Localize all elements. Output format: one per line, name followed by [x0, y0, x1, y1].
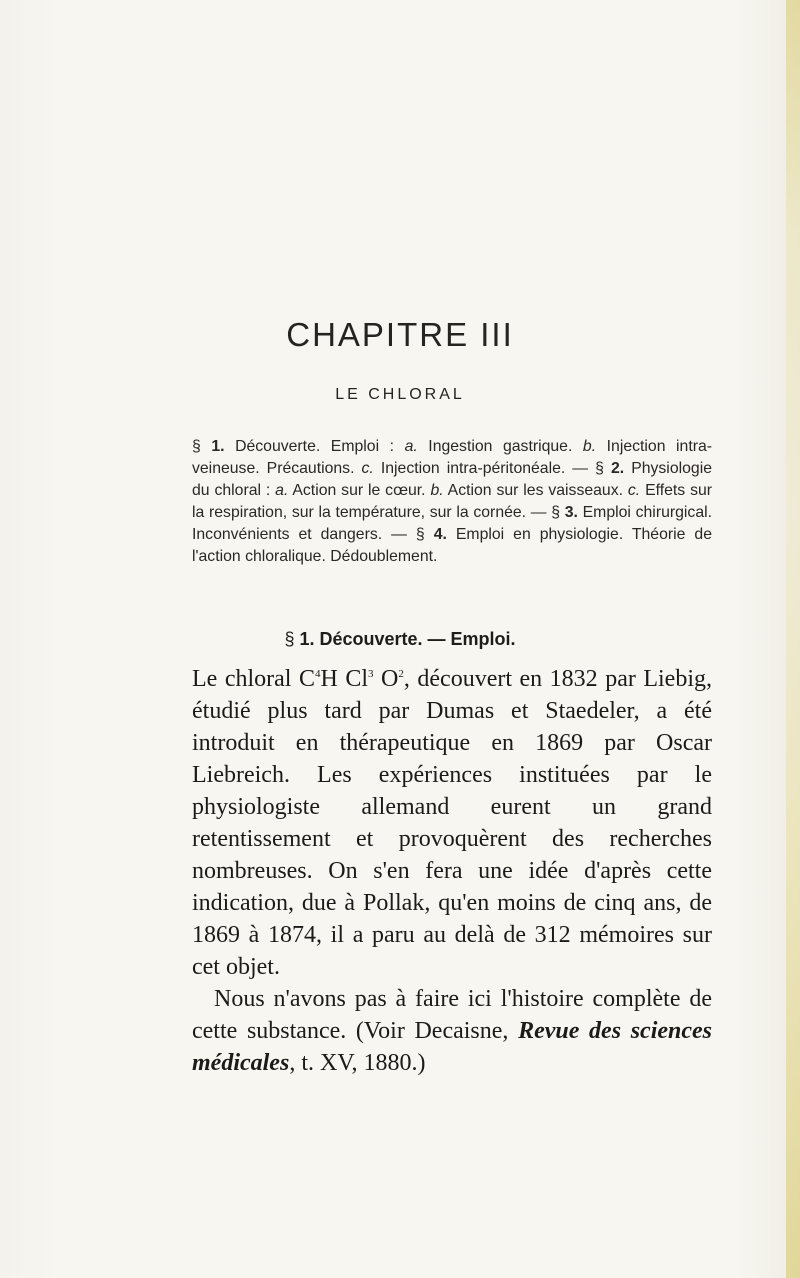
summary-section-1-number: 1. — [211, 438, 225, 455]
paragraph-text: H Cl — [320, 666, 369, 692]
summary-letter: a. — [275, 482, 289, 499]
summary-letter: b. — [430, 482, 444, 499]
chapter-title: CHAPITRE III — [286, 316, 514, 353]
summary-letter: c. — [627, 482, 641, 499]
paragraph-text: O — [373, 666, 399, 692]
summary-section-3-number: 3. — [564, 504, 578, 521]
paragraph-2 — [192, 983, 712, 1079]
section-heading-label: 1. Découverte. — Emploi. — [299, 629, 516, 649]
summary-text: Effets sur la respiration, sur la température, sur la cornée. — § — [192, 482, 713, 521]
summary-text: Action sur le cœur. — [288, 482, 431, 499]
paragraph-text: , t. XV, 1880.) — [289, 1050, 426, 1076]
paragraph-text: , découvert en 1832 par Liebig, étudié plus tard par Dumas et Staedeler, a été introduit en thérapeutique en 1869 par Oscar Liebreich. Les expériences instituées par le physiologiste allemand eurent un grand retentissement et provoquèrent des recherches nombreuses. On s'en fera une idée d'après cette indication, due à Pollak, qu'en moins de cinq ans, de 1869 à 1874, il a paru au delà de 312 mémoires sur cet objet. — [192, 666, 713, 980]
section-mark: § — [284, 629, 295, 649]
summary-text: Injection intra-péritonéale. — § — [373, 460, 611, 477]
summary-text: Ingestion gastrique. — [417, 438, 583, 455]
body-text — [192, 658, 712, 1079]
section-heading — [0, 629, 800, 650]
paragraph-1 — [192, 658, 712, 983]
summary-text: Emploi chirurgical. Inconvénients et dangers. — § — [192, 504, 712, 543]
summary-letter: b. — [582, 438, 597, 455]
summary-letter: c. — [361, 460, 374, 477]
summary-text: Injection intra-veineuse. Précautions. — [192, 438, 713, 477]
paragraph-text: Le chloral C — [192, 666, 315, 692]
summary-text: Emploi en physiologie. Théorie de l'action chloralique. Dédoublement. — [192, 526, 712, 565]
summary-letter: a. — [404, 438, 418, 455]
formula-subscript: 2 — [398, 668, 404, 680]
summary-section-2-number: 2. — [610, 460, 625, 477]
formula-subscript: 4 — [314, 668, 321, 680]
summary-text: Découverte. Emploi : — [235, 438, 405, 455]
summary-text: Physiologie du chloral : — [192, 460, 712, 499]
formula-subscript: 3 — [368, 668, 374, 680]
summary-section-4-number: 4. — [433, 526, 447, 543]
journal-title: Revue des sciences médicales — [192, 1018, 713, 1076]
chapter-summary — [192, 436, 712, 568]
chapter-subtitle: LE CHLORAL — [335, 386, 465, 403]
paragraph-text: Nous n'avons pas à faire ici l'histoire complète de cette substance. (Voir Decaisne, — [192, 986, 712, 1044]
summary-text: Action sur les vaisseaux. — [443, 482, 628, 499]
section-mark: § — [192, 438, 201, 455]
